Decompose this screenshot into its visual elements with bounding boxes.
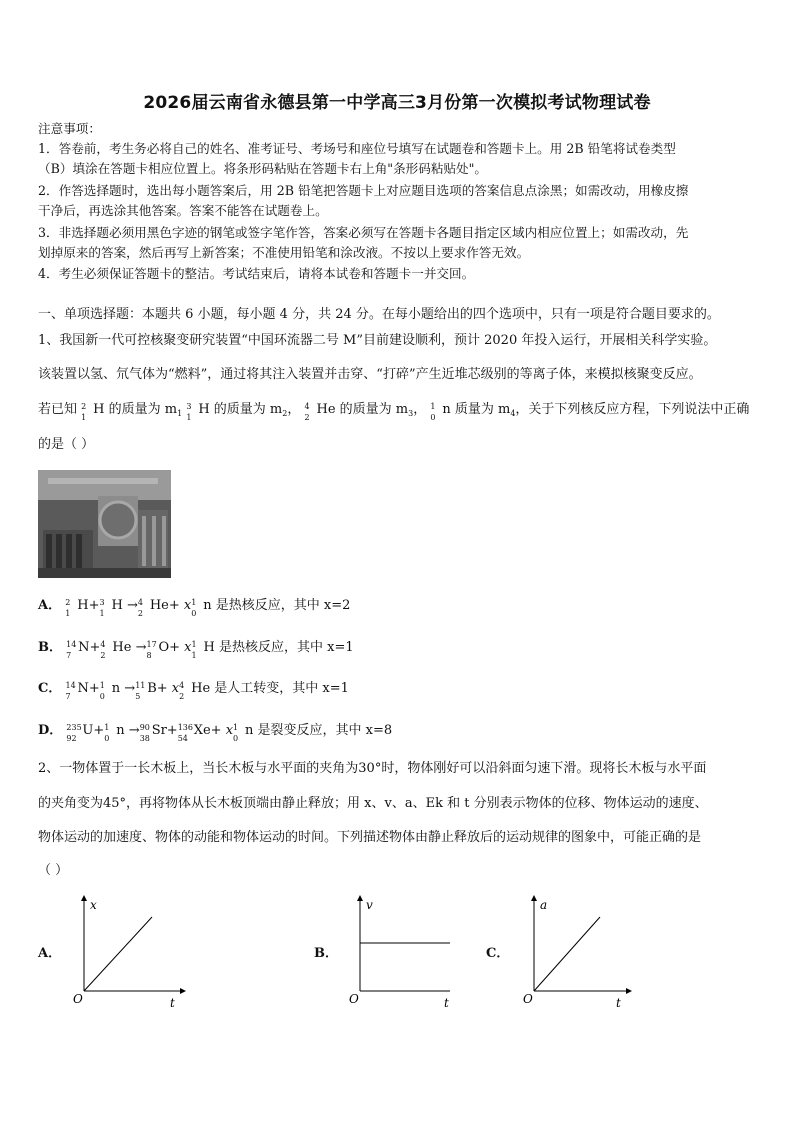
neutron: n 质量为 m — [442, 402, 511, 417]
q2-line-1: 2、一物体置于一长木板上，当长木板与水平面的夹角为30°时，物体刚好可以沿斜面匀速下滑。现将长木板与水平面 — [38, 761, 707, 776]
graph-b-y-arrow — [357, 895, 363, 901]
graph-c-y-label: a — [540, 898, 548, 912]
graph-b-y-label: v — [366, 898, 373, 912]
q1-line-1: 1、我国新一代可控核聚变研究装置“中国环流器二号 M”目前建设顺利，预计 2020 年投入运行，开展相关科学实验。 — [38, 333, 717, 348]
graph-a-line — [84, 917, 152, 991]
graph-c-t-arrow — [626, 988, 632, 994]
graph-c — [520, 893, 640, 1008]
tokamak-photo-illustration — [38, 470, 171, 578]
isotope-he4: He 的质量为 m — [316, 402, 409, 417]
graph-a-y-arrow — [81, 895, 87, 901]
graph-c-line — [534, 917, 600, 991]
q1-option-d: D． 235 92 U+ 1 0 n → 90 38 Sr+ 136 54 Xe+ x 1 0 n 是裂变反应，其中 x=8 — [38, 723, 393, 743]
notes-heading: 注意事项： — [38, 121, 101, 136]
graph-a-label: A． — [38, 946, 62, 961]
graph-c-label: C． — [486, 946, 510, 961]
note-1-line-1: 1．答卷前，考生务必将自己的姓名、准考证号、考场号和座位号填写在试题卷和答题卡上。用 2B 铅笔将试卷类型 — [38, 141, 676, 156]
graph-b-t-label: t — [444, 996, 449, 1008]
graph-c-y-arrow — [531, 895, 537, 901]
q1-line-4: 的是（ ） — [38, 437, 95, 452]
q1-option-b: B． 14 7 N+ 4 2 He → 17 8 O+ x 1 1 H 是热核反应，其中 x=1 — [38, 640, 354, 660]
note-4: 4．考生必须保证答题卡的整洁。考试结束后，请将本试卷和答题卡一并交回。 — [38, 266, 475, 281]
graph-b-label: B． — [314, 946, 338, 961]
q2-line-2: 的夹角变为45°，再将物体从长木板顶端由静止释放；用 x、v、a、Ek 和 t 分别表示物体的位移、物体运动的速度、 — [38, 796, 708, 811]
graph-a — [70, 893, 190, 1008]
note-2-line-2: 干净后，再选涂其他答案。答案不能答在试题卷上。 — [38, 203, 328, 218]
note-3-line-2: 划掉原来的答案，然后再写上新答案；不准使用铅笔和涂改液。不按以上要求作答无效。 — [38, 245, 530, 260]
section-heading: 一、单项选择题：本题共 6 小题，每小题 4 分，共 24 分。在每小题给出的四个选项中，只有一项是符合题目要求的。 — [38, 307, 720, 322]
note-3-line-1: 3．非选择题必须用黑色字迹的钢笔或签字笔作答，答案必须写在答题卡各题目指定区域内相应位置上；如需改动，先 — [38, 225, 689, 240]
page-title: 2026届云南省永德县第一中学高三3月份第一次模拟考试物理试卷 — [143, 93, 651, 113]
q1-line-2: 该装置以氢、氘气体为“燃料”，通过将其注入装置并击穿、“打碎”产生近堆芯级别的等离子体，来模拟核聚变反应。 — [38, 367, 702, 382]
graph-c-origin: O — [523, 992, 533, 1006]
graph-b-origin: O — [349, 992, 359, 1006]
isotope-h2: H 的质量为 m — [93, 402, 178, 417]
note-2-line-1: 2．作答选择题时，选出每小题答案后，用 2B 铅笔把答题卡上对应题目选项的答案信息点涂黑；如需改动，用橡皮擦 — [38, 183, 689, 198]
graph-c-t-label: t — [616, 996, 621, 1008]
isotope-h3: H 的质量为 m — [198, 402, 283, 417]
q2-line-3: 物体运动的加速度、物体的动能和物体运动的时间。下列描述物体由静止释放后的运动规律的图象中，可能正确的是 — [38, 830, 702, 845]
q2-line-4: （ ） — [38, 863, 69, 878]
graph-a-t-label: t — [170, 996, 175, 1008]
q1-option-a: A． 2 1 H+ 3 1 H → 4 2 He+ x 1 0 n 是热核反应，其中 x=2 — [38, 598, 351, 618]
graph-b — [346, 893, 466, 1008]
q1-option-c: C． 14 7 N+ 1 0 n → 11 5 B+ x 4 2 He 是人工转变，其中 x=1 — [38, 681, 349, 701]
q1-line-3: 若已知 2 1 H 的质量为 $m_1$ 3 1 H 的质量为 $m_2$， 4 2 He 的质量为 $m_3$， 1 0 n 质量为 $m_4$，关于下列核反应方程，下列说法中正确 — [38, 402, 750, 422]
note-1-line-2: （B）填涂在答题卡相应位置上。将条形码粘贴在答题卡右上角"条形码粘贴处"。 — [38, 161, 488, 176]
graph-a-y-label: x — [90, 898, 97, 912]
graph-a-t-arrow — [180, 988, 186, 994]
tokamak-photo — [38, 470, 171, 578]
graph-a-origin: O — [73, 992, 83, 1006]
